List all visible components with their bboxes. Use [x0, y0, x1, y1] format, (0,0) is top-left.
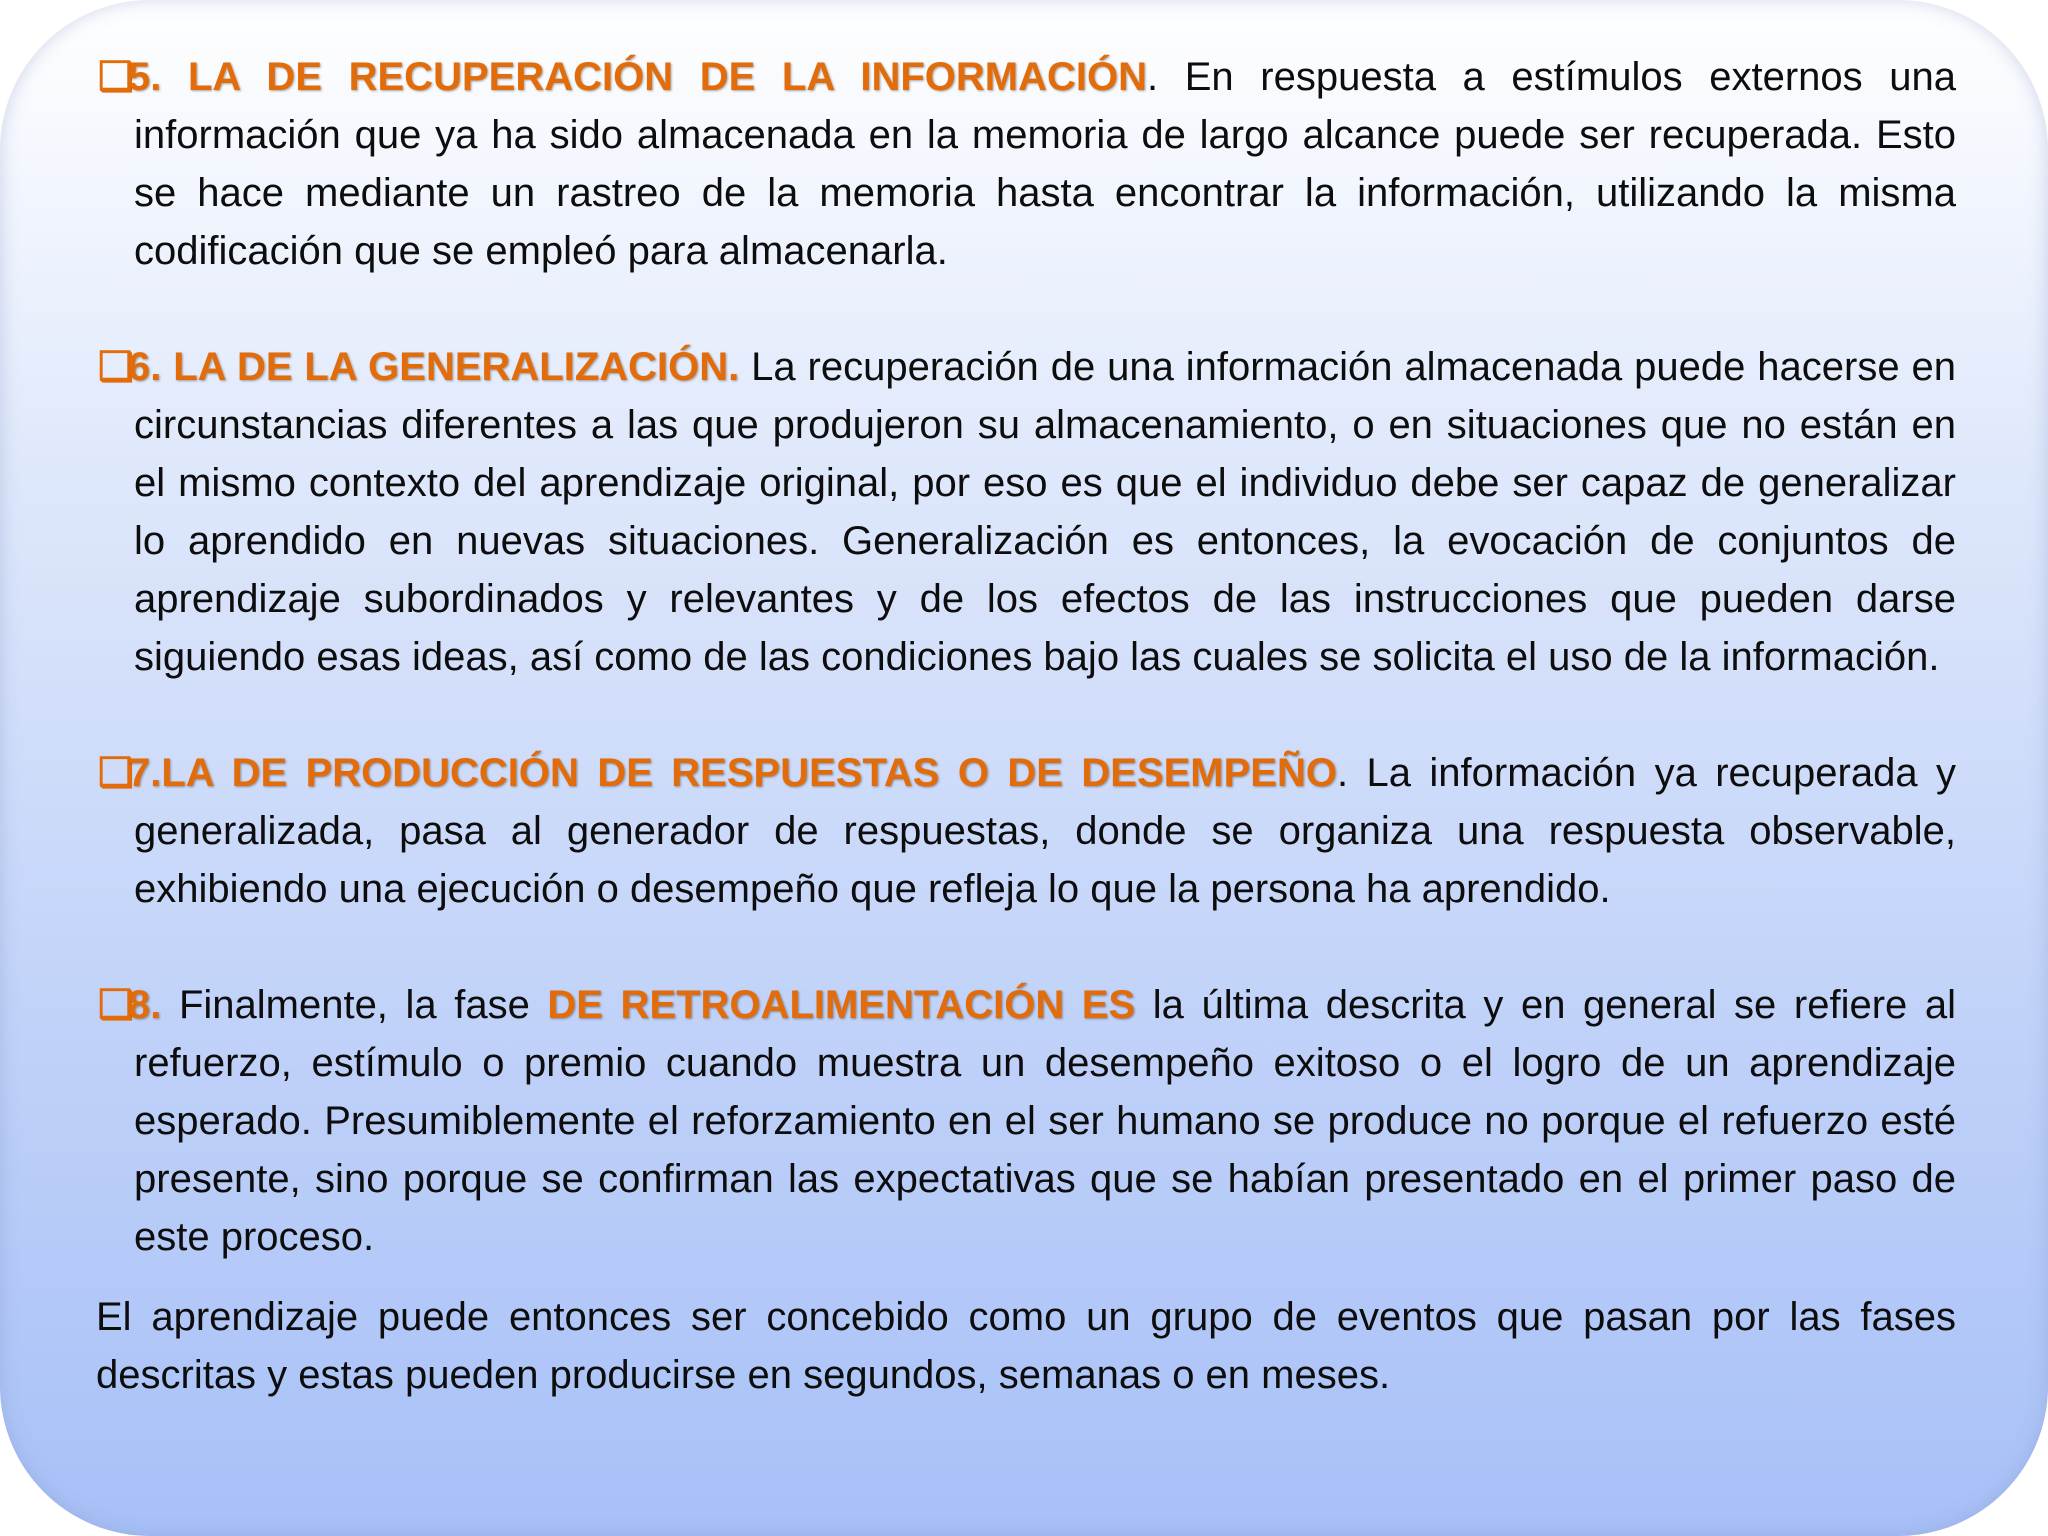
- checkbox-bullet-icon: ❑: [98, 751, 134, 795]
- phase-text: La recuperación de una información almacenada puede hacerse en circunstancias diferentes a las que produjeron su almacenamiento, o en situaciones que no están en el mismo contexto del aprendizaje original, por eso es que el individuo debe ser capaz de generalizar lo aprendido en nuevas situaciones. Generalización es entonces, la evocación de conjuntos de aprendizaje subordinados y relevantes y de los efectos de las instrucciones que pueden darse siguiendo esas ideas, así como de las condiciones bajo las cuales se solicita el uso de la información.: [134, 345, 1956, 679]
- phase-text: . La información ya recuperada y generalizada, pasa al generador de respuestas, donde se organiza una respuesta observable, exhibiendo una ejecución o desempeño que refleja lo que la persona ha aprendido.: [134, 751, 1956, 911]
- phase-text-intro: Finalmente, la fase: [161, 983, 548, 1027]
- phase-text: la última descrita y en general se refiere al refuerzo, estímulo o premio cuando muestra un desempeño exitoso o el logro de un aprendizaje esperado. Presumiblemente el reforzamiento en el ser humano se produce no porque el refuerzo esté presente, sino porque se confirman las expectativas que se habían presentado en el primer paso de este proceso.: [134, 983, 1956, 1259]
- conclusion-paragraph: El aprendizaje puede entonces ser concebido como un grupo de eventos que pasan por las fases descritas y estas pueden producirse en segundos, semanas o en meses.: [96, 1295, 1956, 1397]
- phase-heading: 8.: [128, 983, 162, 1027]
- phase-heading-secondary: DE RETROALIMENTACIÓN ES: [547, 983, 1136, 1027]
- phase-heading: 5. LA DE RECUPERACIÓN DE LA INFORMACIÓN: [128, 55, 1147, 99]
- phase-item-5: [98, 48, 1956, 280]
- phase-text: . En respuesta a estímulos externos una información que ya ha sido almacenada en la memoria de largo alcance puede ser recuperada. Esto se hace mediante un rastreo de la memoria hasta encontrar la información, utilizando la misma codificación que se empleó para almacenarla.: [134, 55, 1956, 273]
- phase-heading: 6. LA DE LA GENERALIZACIÓN.: [128, 345, 740, 389]
- checkbox-bullet-icon: ❑: [98, 345, 134, 389]
- checkbox-bullet-icon: ❑: [98, 55, 134, 99]
- phase-item-8: [98, 976, 1956, 1266]
- checkbox-bullet-icon: ❑: [98, 983, 134, 1027]
- phase-heading: 7.LA DE PRODUCCIÓN DE RESPUESTAS O DE DESEMPEÑO: [128, 751, 1337, 795]
- phase-item-6: [98, 338, 1956, 686]
- slide-content: [98, 48, 1956, 1444]
- phase-item-7: [98, 744, 1956, 918]
